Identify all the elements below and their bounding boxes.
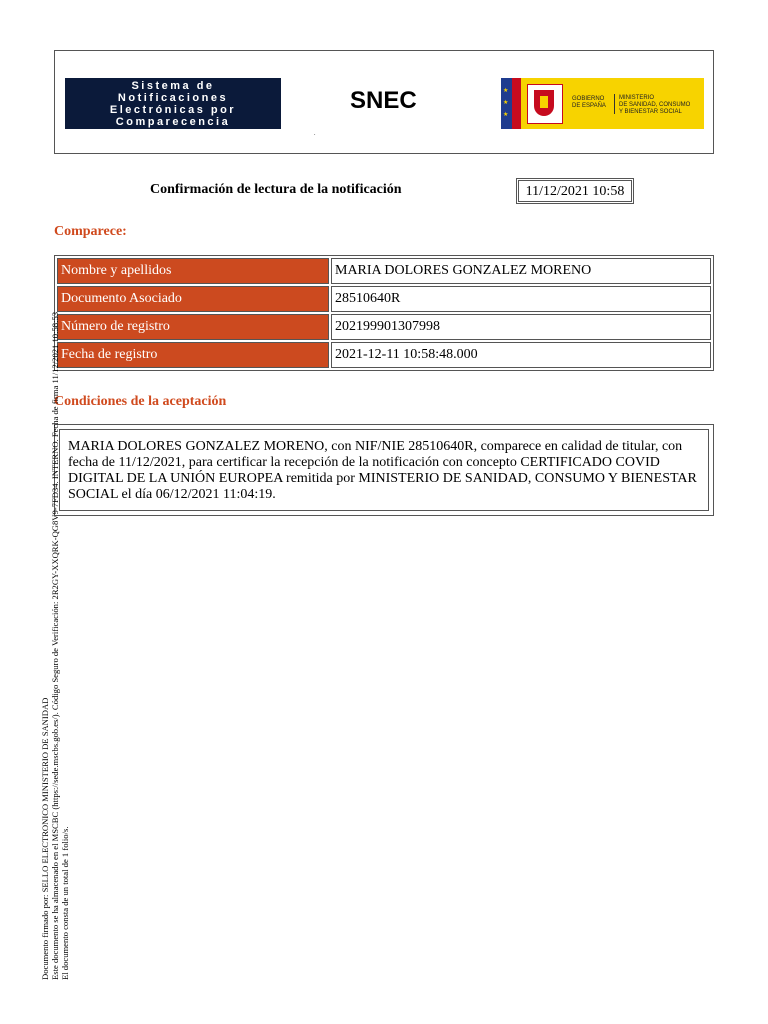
side-line: El documento consta de un total de 1 folio/s.	[60, 826, 70, 980]
header-box	[54, 50, 714, 154]
ministerio-text	[619, 95, 690, 116]
snec-logo-line: Electrónicas por	[109, 103, 237, 116]
ministerio-line: DE SANIDAD, CONSUMO	[619, 102, 691, 108]
government-logo	[501, 78, 704, 129]
table-row	[57, 258, 711, 284]
snec-logo	[65, 78, 281, 129]
row-value: 202199901307998	[331, 314, 711, 340]
row-value: 28510640R	[331, 286, 711, 312]
row-label: Documento Asociado	[57, 286, 329, 312]
row-value: 2021-12-11 10:58:48.000	[331, 342, 711, 368]
comparece-table	[54, 255, 714, 371]
row-label: Número de registro	[57, 314, 329, 340]
snec-logo-line: Notificaciones	[117, 91, 229, 104]
table-row	[57, 314, 711, 340]
confirmation-datetime: 11/12/2021 10:58	[518, 180, 632, 202]
confirmation-title: Confirmación de lectura de la notificación	[150, 182, 402, 197]
ministerio-line: MINISTERIO	[619, 95, 655, 101]
logo-divider	[614, 94, 615, 114]
eu-flag-icon: ★ ★ ★	[501, 78, 512, 129]
snec-logo-line: Sistema de	[131, 79, 215, 92]
snec-title: SNEC	[350, 87, 417, 114]
gobierno-line: DE ESPAÑA	[572, 103, 606, 109]
snec-logo-line: Comparecencia	[115, 115, 231, 128]
row-label: Nombre y apellidos	[57, 258, 329, 284]
side-line: Documento firmado por: SELLO ELECTRONICO MINISTERIO DE SANIDAD	[40, 697, 50, 980]
table-row	[57, 342, 711, 368]
gobierno-line: GOBIERNO	[572, 96, 605, 102]
side-line: Este documento se ha almacenado en el MSCBC (https://sede.mscbs.gob.es/). Código Seguro de Verificación: 2R2GY-XXQRK-QG8V9-7FD34. INTERNO. Fecha de firma 11/12/2021 10:58:53	[50, 311, 60, 980]
row-label: Fecha de registro	[57, 342, 329, 368]
side-signature-text	[40, 311, 70, 980]
coat-of-arms-icon	[527, 84, 563, 124]
gobierno-text	[572, 96, 606, 110]
header-dot: .	[314, 131, 316, 137]
row-value: MARIA DOLORES GONZALEZ MORENO	[331, 258, 711, 284]
conditions-heading: Condiciones de la aceptación	[54, 394, 227, 409]
conditions-box	[54, 424, 714, 516]
spain-flag-icon	[512, 78, 521, 129]
table-row	[57, 286, 711, 312]
comparece-heading: Comparece:	[54, 224, 127, 239]
conditions-text: MARIA DOLORES GONZALEZ MORENO, con NIF/NIE 28510640R, comparece en calidad de titular, con fecha de 11/12/2021, para certificar la recepción de la notificación con concepto CERTIFICADO COVID DIGITAL DE LA UNIÓN EUROPEA remitida por MINISTERIO DE SANIDAD, CONSUMO Y BIENESTAR SOCIAL el día 06/12/2021 11:04:19.	[59, 429, 709, 511]
ministerio-line: Y BIENESTAR SOCIAL	[619, 109, 682, 115]
